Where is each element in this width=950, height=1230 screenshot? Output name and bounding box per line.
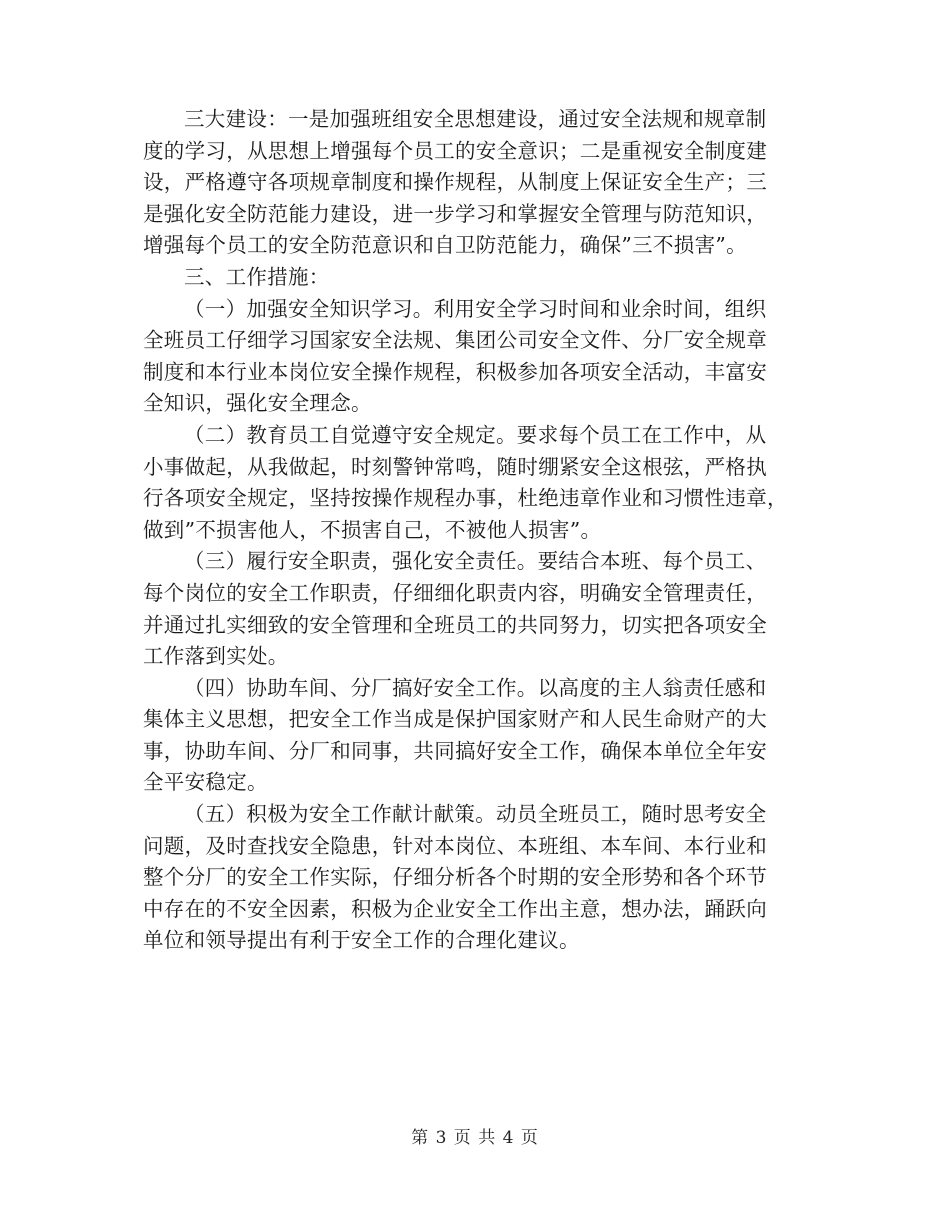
- text-line: 三大建设：一是加强班组安全思想建设，通过安全法规和规章制: [184, 107, 767, 131]
- heading-line: 三、工作措施：: [184, 264, 330, 289]
- text-line: 行各项安全规定，坚持按操作规程办事，杜绝违章作业和习惯性违章，: [143, 486, 788, 511]
- page-footer: 第 3 页 共 4 页: [411, 1128, 539, 1148]
- text-line: 全班员工仔细学习国家安全法规、集团公司安全文件、分厂安全规章: [143, 328, 767, 353]
- text-line: 中存在的不安全因素，积极为企业安全工作出主意，想办法，踊跃向: [143, 896, 767, 921]
- text-line: 度的学习，从思想上增强每个员工的安全意识；二是重视安全制度建: [143, 138, 767, 163]
- text-line: 是强化安全防范能力建设，进一步学习和掌握安全管理与防范知识，: [143, 201, 767, 226]
- text-line: 问题，及时查找安全隐患，针对本岗位、本班组、本车间、本行业和: [143, 833, 767, 858]
- document-body: [143, 104, 803, 957]
- text-line: 全知识，强化安全理念。: [143, 391, 372, 416]
- text-line: 增强每个员工的安全防范意识和自卫防范能力，确保”三不损害”。: [143, 233, 747, 258]
- text-line: 设，严格遵守各项规章制度和操作规程，从制度上保证安全生产；三: [143, 170, 767, 195]
- text-line: 工作落到实处。: [143, 644, 289, 669]
- section-heading-work-measures: [143, 262, 803, 294]
- text-line: 小事做起，从我做起，时刻警钟常鸣，随时绷紧安全这根弦，严格执: [143, 454, 767, 479]
- paragraph-measure-2: [143, 420, 803, 546]
- text-line: （二）教育员工自觉遵守安全规定。要求每个员工在工作中，从: [184, 422, 767, 447]
- text-line: 全平安稳定。: [143, 770, 268, 795]
- paragraph-measure-5: [143, 799, 803, 957]
- text-line: （四）协助车间、分厂搞好安全工作。以高度的主人翁责任感和: [184, 675, 767, 700]
- text-line: 单位和领导提出有利于安全工作的合理化建议。: [143, 928, 580, 953]
- text-line: 做到”不损害他人，不损害自己，不被他人损害”。: [143, 517, 602, 542]
- text-line: 整个分厂的安全工作实际，仔细分析各个时期的安全形势和各个环节: [143, 865, 767, 890]
- text-line: 制度和本行业本岗位安全操作规程，积极参加各项安全活动，丰富安: [143, 359, 767, 384]
- paragraph-measure-1: [143, 294, 803, 420]
- text-line: （三）履行安全职责，强化安全责任。要结合本班、每个员工、: [184, 549, 767, 574]
- paragraph-measure-3: [143, 546, 803, 672]
- paragraph-measure-4: [143, 673, 803, 799]
- text-line: 并通过扎实细致的安全管理和全班员工的共同努力，切实把各项安全: [143, 612, 767, 637]
- text-line: 事，协助车间、分厂和同事，共同搞好安全工作，确保本单位全年安: [143, 738, 767, 763]
- text-line: （一）加强安全知识学习。利用安全学习时间和业余时间，组织: [184, 296, 767, 321]
- text-line: 每个岗位的安全工作职责，仔细细化职责内容，明确安全管理责任，: [143, 580, 767, 605]
- text-line: （五）积极为安全工作献计献策。动员全班员工，随时思考安全: [184, 802, 767, 827]
- text-line: 集体主义思想，把安全工作当成是保护国家财产和人民生命财产的大: [143, 707, 767, 732]
- paragraph-three-constructions: [143, 104, 803, 262]
